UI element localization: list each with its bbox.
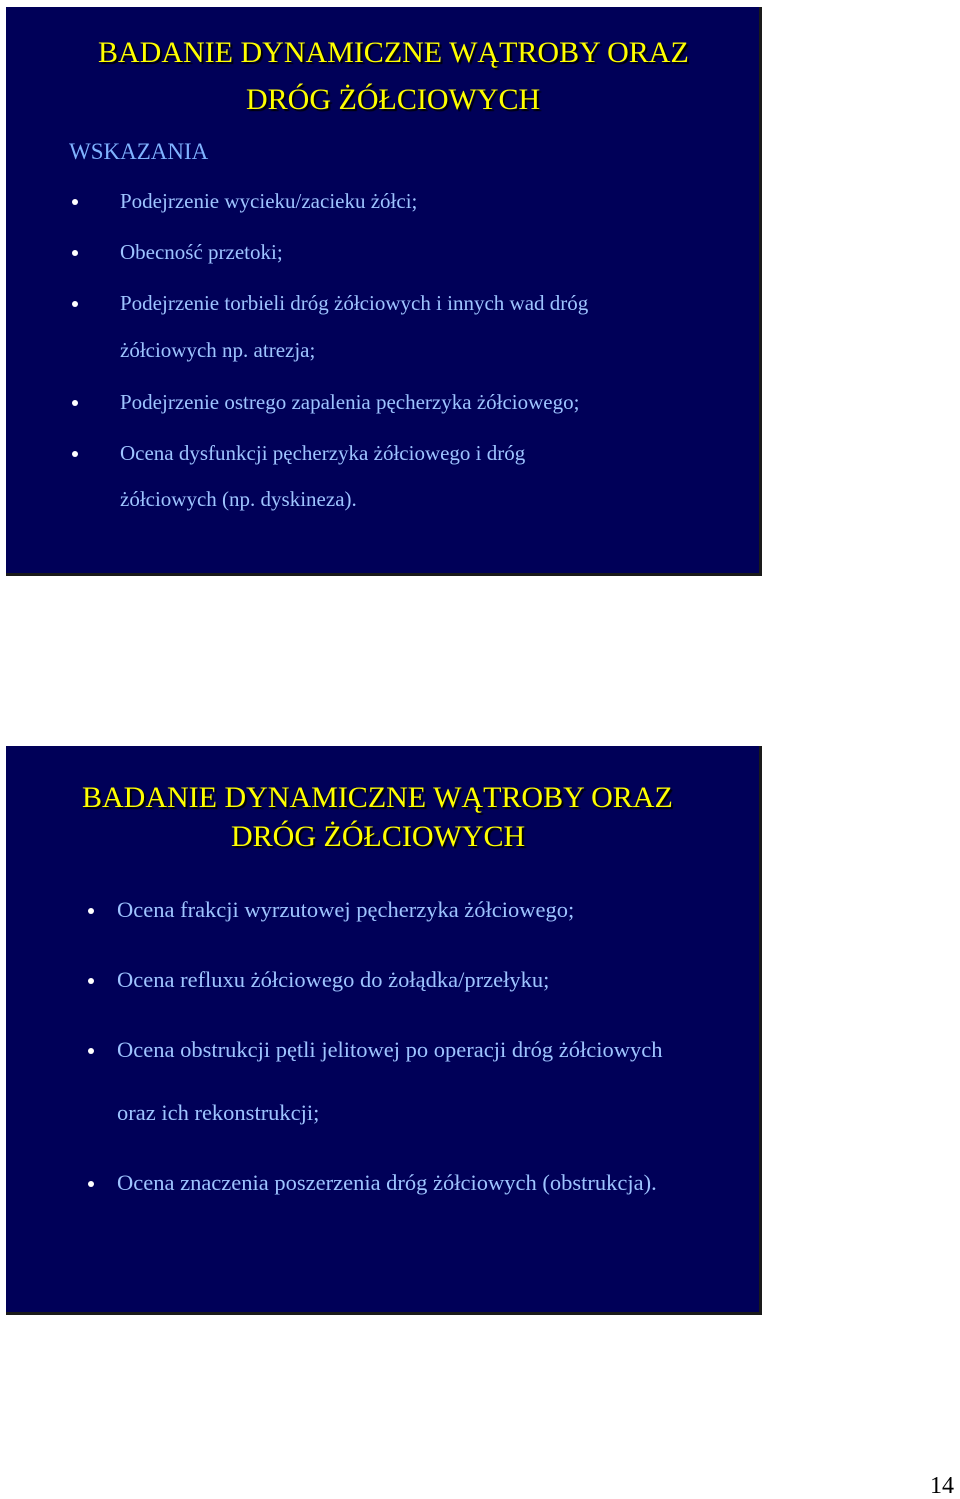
slide-title-line-2: DRÓG ŻÓŁCIOWYCH <box>246 83 541 116</box>
slide-1 <box>6 7 762 576</box>
bullet-item-3-line-1: Podejrzenie torbieli dróg żółciowych i innych wad dróg <box>120 291 589 315</box>
bullet-icon <box>72 451 78 457</box>
slide-2 <box>6 746 762 1315</box>
bullet-item-3-line-1: Ocena obstrukcji pętli jelitowej po operacji dróg żółciowych <box>117 1037 663 1062</box>
bullet-item-2: Ocena refluxu żółciowego do żołądka/przełyku; <box>117 967 550 992</box>
bullet-item-1: Podejrzenie wycieku/zacieku żółci; <box>120 189 418 213</box>
bullet-item-4: Ocena znaczenia poszerzenia dróg żółciowych (obstrukcja). <box>117 1170 657 1195</box>
bullet-item-4: Podejrzenie ostrego zapalenia pęcherzyka żółciowego; <box>120 390 580 414</box>
bullet-icon <box>88 978 94 984</box>
bullet-icon <box>72 199 78 205</box>
slide-title-line-1: BADANIE DYNAMICZNE WĄTROBY ORAZ <box>82 781 673 814</box>
bullet-item-5-line-1: Ocena dysfunkcji pęcherzyka żółciowego i dróg <box>120 441 526 465</box>
page-number: 14 <box>930 1473 954 1499</box>
slide-title-line-1: BADANIE DYNAMICZNE WĄTROBY ORAZ <box>98 36 689 69</box>
slide-title-line-2: DRÓG ŻÓŁCIOWYCH <box>231 820 526 853</box>
bullet-item-3-line-2: żółciowych np. atrezja; <box>120 338 316 362</box>
bullet-icon <box>72 250 78 256</box>
section-subheading: WSKAZANIA <box>69 139 209 164</box>
bullet-icon <box>88 1048 94 1054</box>
bullet-icon <box>72 301 78 307</box>
bullet-icon <box>72 400 78 406</box>
bullet-icon <box>88 908 94 914</box>
bullet-item-3-line-2: oraz ich rekonstrukcji; <box>117 1100 320 1125</box>
bullet-item-2: Obecność przetoki; <box>120 240 283 264</box>
bullet-item-5-line-2: żółciowych (np. dyskineza). <box>120 487 357 511</box>
bullet-icon <box>88 1181 94 1187</box>
bullet-item-1: Ocena frakcji wyrzutowej pęcherzyka żółciowego; <box>117 897 575 922</box>
